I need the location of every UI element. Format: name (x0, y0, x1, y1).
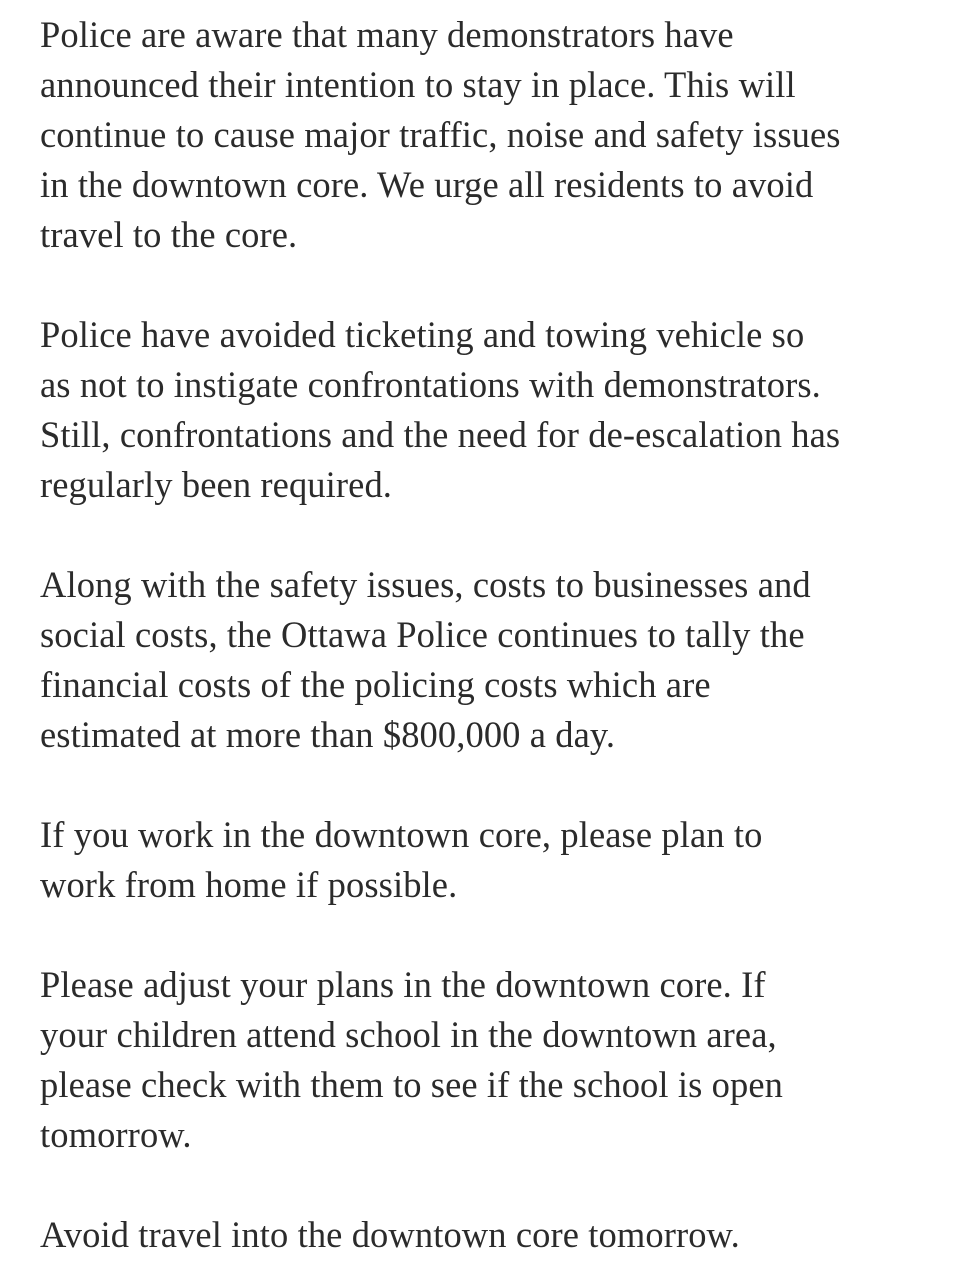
text-line: Please adjust your plans in the downtown core. If (40, 964, 766, 1005)
text-line: tomorrow. (40, 1114, 192, 1155)
paragraph-stay-in-place (40, 10, 940, 260)
text-line: Avoid travel into the downtown core tomorrow. (40, 1214, 740, 1255)
paragraph-spacer (40, 510, 940, 560)
text-line: Police are aware that many demonstrators have (40, 14, 734, 55)
text-line: travel to the core. (40, 214, 298, 255)
paragraph-ticketing (40, 310, 940, 510)
paragraph-work-from-home (40, 810, 940, 910)
text-line: work from home if possible. (40, 864, 458, 905)
paragraph-costs (40, 560, 940, 760)
text-line: as not to instigate confrontations with demonstrators. (40, 364, 821, 405)
text-line: please check with them to see if the school is open (40, 1064, 783, 1105)
text-line: Police have avoided ticketing and towing vehicle so (40, 314, 805, 355)
paragraph-spacer (40, 760, 940, 810)
paragraph-spacer (40, 1160, 940, 1210)
text-line: Still, confrontations and the need for de-escalation has (40, 414, 841, 455)
text-line: financial costs of the policing costs which are (40, 664, 711, 705)
text-line: Along with the safety issues, costs to businesses and (40, 564, 811, 605)
text-line: social costs, the Ottawa Police continues to tally the (40, 614, 805, 655)
text-line: regularly been required. (40, 464, 393, 505)
document-body (40, 10, 940, 1260)
paragraph-school (40, 960, 940, 1160)
text-line: announced their intention to stay in place. This will (40, 64, 796, 105)
paragraph-avoid-travel (40, 1210, 940, 1260)
text-line: estimated at more than $800,000 a day. (40, 714, 616, 755)
text-line: in the downtown core. We urge all residents to avoid (40, 164, 814, 205)
paragraph-spacer (40, 910, 940, 960)
text-line: If you work in the downtown core, please plan to (40, 814, 763, 855)
paragraph-spacer (40, 260, 940, 310)
text-line: your children attend school in the downtown area, (40, 1014, 777, 1055)
text-line: continue to cause major traffic, noise and safety issues (40, 114, 841, 155)
